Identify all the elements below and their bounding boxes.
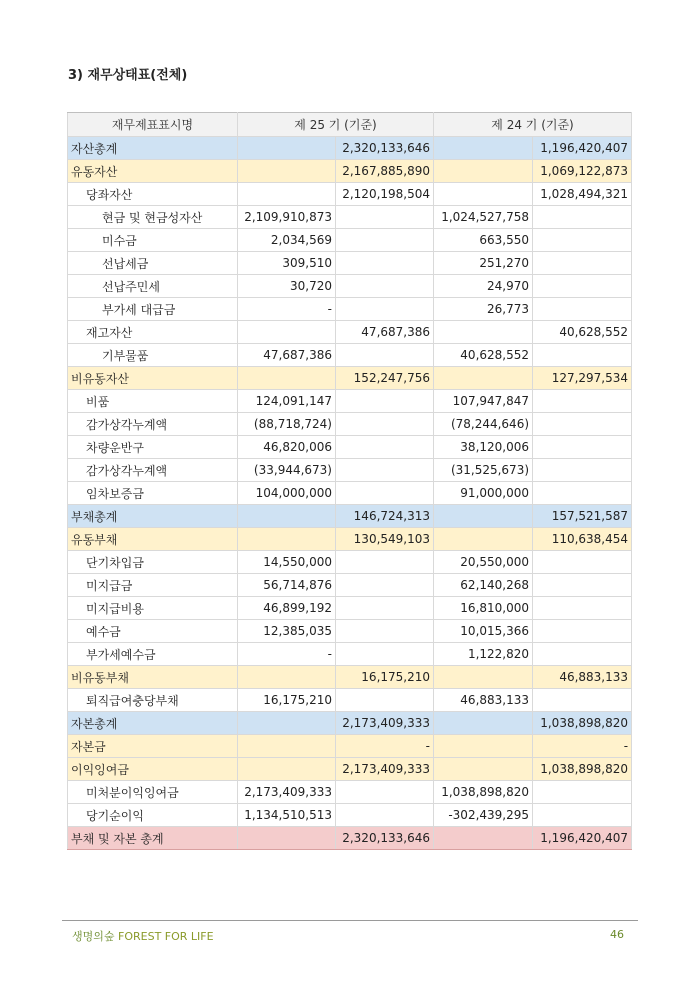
period24-total-cell: 1,038,898,820 <box>533 712 632 735</box>
period25-detail-cell <box>238 712 336 735</box>
table-row <box>68 137 632 160</box>
footer-brand-en: FOREST FOR LIFE <box>118 930 214 943</box>
period25-detail-cell: 16,175,210 <box>238 689 336 712</box>
footer-divider <box>62 920 638 921</box>
account-name-cell: 미지급비용 <box>68 597 238 620</box>
period24-detail-cell <box>434 505 533 528</box>
account-name-cell: 선납주민세 <box>68 275 238 298</box>
account-name-cell: 감가상각누계액 <box>68 413 238 436</box>
period25-total-cell <box>336 390 434 413</box>
account-name-cell: 미지급금 <box>68 574 238 597</box>
period25-total-cell: 2,167,885,890 <box>336 160 434 183</box>
period24-detail-cell: 107,947,847 <box>434 390 533 413</box>
period24-total-cell <box>533 298 632 321</box>
period24-total-cell <box>533 275 632 298</box>
period24-detail-cell <box>434 758 533 781</box>
table-row <box>68 620 632 643</box>
period25-total-cell: 146,724,313 <box>336 505 434 528</box>
account-name-cell: 퇴직급여충당부채 <box>68 689 238 712</box>
period24-total-cell: 1,028,494,321 <box>533 183 632 206</box>
account-name-cell: 자본총계 <box>68 712 238 735</box>
table-row <box>68 574 632 597</box>
period25-total-cell <box>336 206 434 229</box>
period24-total-cell <box>533 344 632 367</box>
account-name-cell: 감가상각누계액 <box>68 459 238 482</box>
period24-detail-cell <box>434 321 533 344</box>
table-row <box>68 505 632 528</box>
table-row <box>68 183 632 206</box>
period25-detail-cell: 46,899,192 <box>238 597 336 620</box>
period24-detail-cell <box>434 160 533 183</box>
period24-total-cell <box>533 390 632 413</box>
period24-total-cell: 110,638,454 <box>533 528 632 551</box>
account-name-cell: 예수금 <box>68 620 238 643</box>
period25-total-cell: 152,247,756 <box>336 367 434 390</box>
period25-detail-cell: 47,687,386 <box>238 344 336 367</box>
period25-total-cell <box>336 275 434 298</box>
period25-total-cell <box>336 551 434 574</box>
period24-total-cell: 1,069,122,873 <box>533 160 632 183</box>
period24-total-cell <box>533 689 632 712</box>
table-row <box>68 689 632 712</box>
period25-total-cell: 47,687,386 <box>336 321 434 344</box>
period25-total-cell <box>336 252 434 275</box>
period25-total-cell: 16,175,210 <box>336 666 434 689</box>
period24-total-cell: 157,521,587 <box>533 505 632 528</box>
period25-total-cell: 2,173,409,333 <box>336 758 434 781</box>
period24-total-cell <box>533 781 632 804</box>
period24-detail-cell: -302,439,295 <box>434 804 533 827</box>
period24-detail-cell <box>434 528 533 551</box>
account-name-cell: 유동자산 <box>68 160 238 183</box>
account-name-cell: 미처분이익잉여금 <box>68 781 238 804</box>
period24-total-cell <box>533 804 632 827</box>
footer-brand-ko: 생명의숲 <box>72 930 115 943</box>
period24-total-cell: 46,883,133 <box>533 666 632 689</box>
account-name-cell: 단기차입금 <box>68 551 238 574</box>
period24-detail-cell: (78,244,646) <box>434 413 533 436</box>
account-name-cell: 비품 <box>68 390 238 413</box>
period24-detail-cell <box>434 666 533 689</box>
period25-detail-cell: 104,000,000 <box>238 482 336 505</box>
header-period-24: 제 24 기 (기준) <box>434 113 632 137</box>
period24-total-cell <box>533 206 632 229</box>
account-name-cell: 비유동자산 <box>68 367 238 390</box>
period24-detail-cell: 20,550,000 <box>434 551 533 574</box>
period25-detail-cell: 12,385,035 <box>238 620 336 643</box>
period25-total-cell <box>336 344 434 367</box>
period25-detail-cell: 2,173,409,333 <box>238 781 336 804</box>
table-row <box>68 666 632 689</box>
period24-detail-cell: 16,810,000 <box>434 597 533 620</box>
table-row <box>68 413 632 436</box>
period24-total-cell <box>533 413 632 436</box>
period24-detail-cell: 38,120,006 <box>434 436 533 459</box>
period25-detail-cell <box>238 321 336 344</box>
period25-total-cell <box>336 781 434 804</box>
period25-total-cell <box>336 804 434 827</box>
period25-detail-cell: 2,034,569 <box>238 229 336 252</box>
period25-detail-cell: 46,820,006 <box>238 436 336 459</box>
account-name-cell: 차량운반구 <box>68 436 238 459</box>
account-name-cell: 선납세금 <box>68 252 238 275</box>
table-row <box>68 804 632 827</box>
account-name-cell: 이익잉여금 <box>68 758 238 781</box>
period25-detail-cell <box>238 160 336 183</box>
period24-detail-cell <box>434 367 533 390</box>
period24-detail-cell: 1,122,820 <box>434 643 533 666</box>
period24-total-cell <box>533 229 632 252</box>
table-row <box>68 367 632 390</box>
period25-total-cell <box>336 459 434 482</box>
period25-total-cell: 130,549,103 <box>336 528 434 551</box>
period24-total-cell: - <box>533 735 632 758</box>
section-title: 3) 재무상태표(전체) <box>68 68 188 83</box>
account-name-cell: 당기순이익 <box>68 804 238 827</box>
period25-total-cell <box>336 620 434 643</box>
period25-detail-cell <box>238 666 336 689</box>
period24-total-cell: 1,196,420,407 <box>533 827 632 850</box>
table-row <box>68 735 632 758</box>
period25-total-cell: - <box>336 735 434 758</box>
table-header-row <box>68 113 632 137</box>
period24-detail-cell <box>434 735 533 758</box>
period25-total-cell <box>336 574 434 597</box>
table-row <box>68 781 632 804</box>
account-name-cell: 현금 및 현금성자산 <box>68 206 238 229</box>
account-name-cell: 기부물품 <box>68 344 238 367</box>
period24-total-cell: 1,196,420,407 <box>533 137 632 160</box>
period25-detail-cell: 124,091,147 <box>238 390 336 413</box>
period24-detail-cell: 26,773 <box>434 298 533 321</box>
period25-total-cell <box>336 298 434 321</box>
period25-detail-cell: 309,510 <box>238 252 336 275</box>
account-name-cell: 부가세 대급금 <box>68 298 238 321</box>
period25-total-cell <box>336 597 434 620</box>
table-row <box>68 252 632 275</box>
table-row <box>68 643 632 666</box>
period25-detail-cell <box>238 758 336 781</box>
period24-total-cell: 40,628,552 <box>533 321 632 344</box>
table-row <box>68 827 632 850</box>
period24-total-cell <box>533 252 632 275</box>
account-name-cell: 자본금 <box>68 735 238 758</box>
period24-detail-cell: 24,970 <box>434 275 533 298</box>
period24-total-cell: 127,297,534 <box>533 367 632 390</box>
account-name-cell: 재고자산 <box>68 321 238 344</box>
period24-total-cell <box>533 436 632 459</box>
account-name-cell: 부채총계 <box>68 505 238 528</box>
period25-detail-cell: - <box>238 643 336 666</box>
period25-total-cell <box>336 689 434 712</box>
table-row <box>68 229 632 252</box>
period24-detail-cell: 1,024,527,758 <box>434 206 533 229</box>
period25-total-cell <box>336 436 434 459</box>
period25-detail-cell <box>238 735 336 758</box>
account-name-cell: 부가세예수금 <box>68 643 238 666</box>
period25-detail-cell: (33,944,673) <box>238 459 336 482</box>
page-number: 46 <box>610 928 624 941</box>
table-row <box>68 758 632 781</box>
period25-total-cell: 2,120,198,504 <box>336 183 434 206</box>
table-row <box>68 275 632 298</box>
table-row <box>68 390 632 413</box>
period24-detail-cell: 40,628,552 <box>434 344 533 367</box>
period24-detail-cell: 91,000,000 <box>434 482 533 505</box>
period24-detail-cell: 663,550 <box>434 229 533 252</box>
period25-total-cell <box>336 482 434 505</box>
table-row <box>68 436 632 459</box>
account-name-cell: 유동부채 <box>68 528 238 551</box>
period24-total-cell <box>533 459 632 482</box>
period24-detail-cell <box>434 712 533 735</box>
period25-detail-cell <box>238 827 336 850</box>
period24-detail-cell <box>434 183 533 206</box>
period24-total-cell <box>533 482 632 505</box>
table-row <box>68 321 632 344</box>
period24-detail-cell: 46,883,133 <box>434 689 533 712</box>
account-name-cell: 미수금 <box>68 229 238 252</box>
period25-detail-cell: (88,718,724) <box>238 413 336 436</box>
period24-total-cell <box>533 551 632 574</box>
balance-sheet-table <box>67 112 632 850</box>
table-body <box>68 137 632 850</box>
period24-detail-cell: 10,015,366 <box>434 620 533 643</box>
period25-detail-cell <box>238 183 336 206</box>
period25-total-cell <box>336 229 434 252</box>
period25-detail-cell: 14,550,000 <box>238 551 336 574</box>
table-row <box>68 459 632 482</box>
period25-total-cell <box>336 643 434 666</box>
period24-total-cell: 1,038,898,820 <box>533 758 632 781</box>
period25-detail-cell: 2,109,910,873 <box>238 206 336 229</box>
period24-detail-cell: 1,038,898,820 <box>434 781 533 804</box>
period24-total-cell <box>533 574 632 597</box>
account-name-cell: 부채 및 자본 총계 <box>68 827 238 850</box>
footer-brand <box>72 928 214 944</box>
period25-total-cell: 2,173,409,333 <box>336 712 434 735</box>
period24-detail-cell: 251,270 <box>434 252 533 275</box>
period24-detail-cell <box>434 827 533 850</box>
period25-detail-cell: 1,134,510,513 <box>238 804 336 827</box>
period25-detail-cell: 56,714,876 <box>238 574 336 597</box>
account-name-cell: 당좌자산 <box>68 183 238 206</box>
period24-total-cell <box>533 620 632 643</box>
period24-total-cell <box>533 597 632 620</box>
period25-detail-cell: - <box>238 298 336 321</box>
table-row <box>68 298 632 321</box>
table-row <box>68 160 632 183</box>
account-name-cell: 자산총계 <box>68 137 238 160</box>
period24-total-cell <box>533 643 632 666</box>
period24-detail-cell: (31,525,673) <box>434 459 533 482</box>
period25-detail-cell: 30,720 <box>238 275 336 298</box>
period24-detail-cell: 62,140,268 <box>434 574 533 597</box>
period24-detail-cell <box>434 137 533 160</box>
table-row <box>68 712 632 735</box>
table-row <box>68 482 632 505</box>
table-row <box>68 206 632 229</box>
period25-total-cell: 2,320,133,646 <box>336 137 434 160</box>
account-name-cell: 비유동부채 <box>68 666 238 689</box>
header-account-name: 재무제표표시명 <box>68 113 238 137</box>
period25-detail-cell <box>238 505 336 528</box>
table-row <box>68 597 632 620</box>
period25-total-cell: 2,320,133,646 <box>336 827 434 850</box>
table-row <box>68 551 632 574</box>
period25-detail-cell <box>238 367 336 390</box>
table-row <box>68 528 632 551</box>
period25-detail-cell <box>238 528 336 551</box>
table-row <box>68 344 632 367</box>
account-name-cell: 임차보증금 <box>68 482 238 505</box>
period25-detail-cell <box>238 137 336 160</box>
period25-total-cell <box>336 413 434 436</box>
header-period-25: 제 25 기 (기준) <box>238 113 434 137</box>
